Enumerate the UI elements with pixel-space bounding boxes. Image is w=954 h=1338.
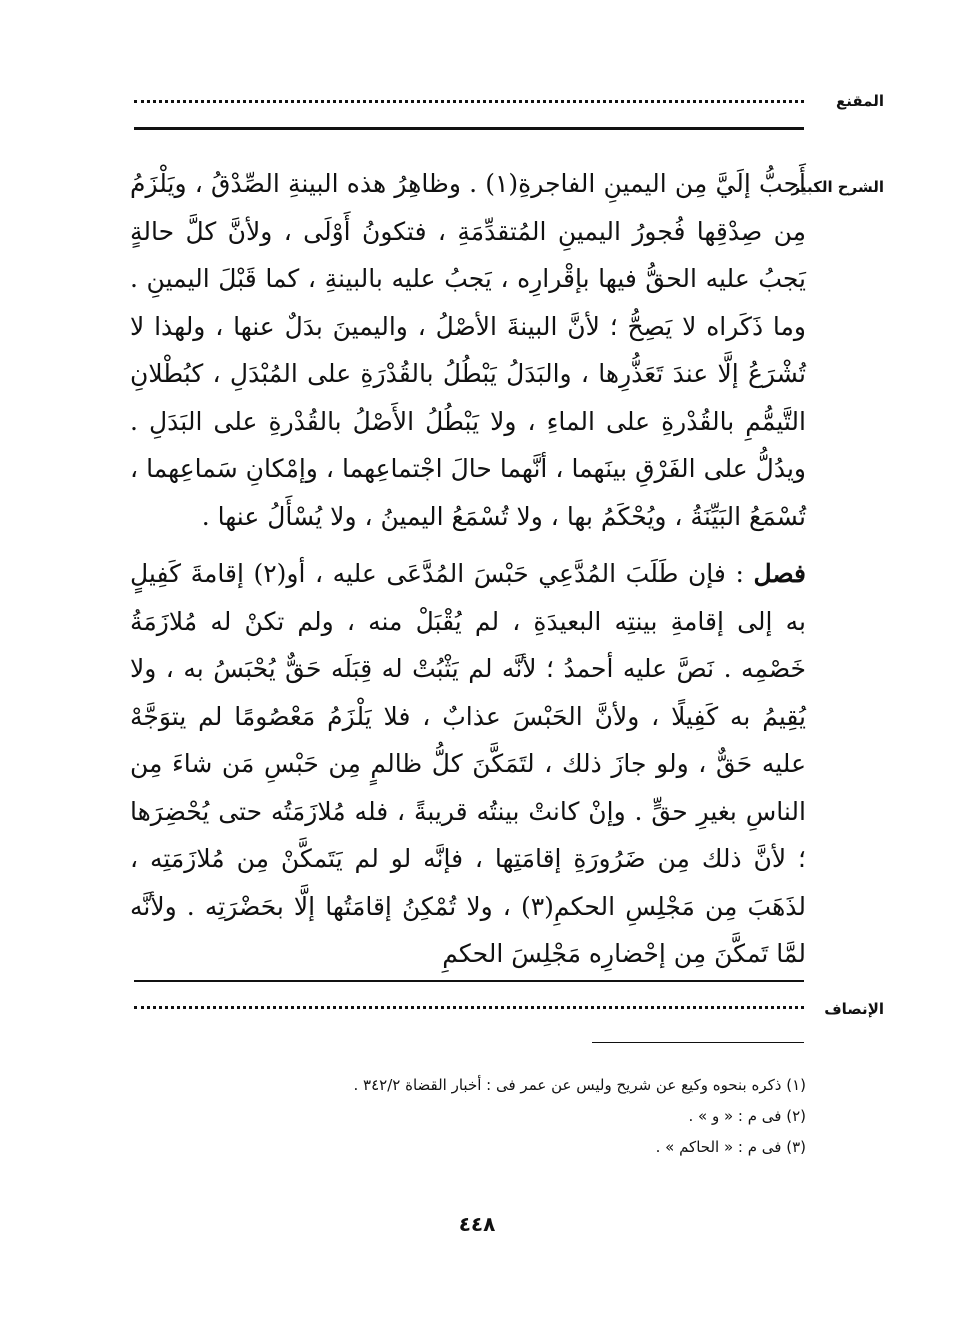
section-rule xyxy=(134,980,804,982)
margin-label-sharh: الشرح الكبير xyxy=(791,178,884,196)
page-number: ٤٤٨ xyxy=(458,1212,496,1236)
paragraph-2-text: : فإن طَلَبَ المُدَّعِي حَبْسَ المُدَّعَى عليه ، أو(٢) إقامةَ كَفِيلٍ به إلى إقامةِ بينتِه البعيدَةِ ، لم يُقْبَلْ منه ، ولم تكنْ له مُلازَمَةُ خَصْمِه . نَصَّ عليه أحمدُ ؛ لأنَّه لم يَثْبُتْ له قِبَلَه حَقٌّ يُحْبَسُ به ، ولا يُقِيمُ به كَفِيلًا ، ولأنَّ الحَبْسَ عذابٌ ، فلا يَلْزَمُ مَعْصُومًا لم يتوَجَّهْ عليه حَقٌّ ، ولو جازَ ذلك ، لتَمَكَّنَ كلُّ ظالمٍ مِن حَبْسِ مَن شاءَ مِن الناسِ بغيرِ حقٍّ . وإنْ كانتْ بينتُه قريبةً ، فله مُلازَمَتُه حتى يُحْضِرَها ؛ لأنَّ ذلك مِن ضَرُورَةِ إقامَتِها ، فإنَّه لو لم يَتَمكَّنْ مِن مُلازَمَتِه ، لذَهَبَ مِن مَجْلِسِ الحكمِ(٣) ، ولا تُمْكِنُ إقامَتُها إلَّا بحَضْرَتِه . ولأنَّه لمَّا تَمكَّنَ مِن إحْضارِه مَجْلِسَ الحكمِ xyxy=(130,559,807,968)
main-text xyxy=(130,160,806,978)
header-dotted-line xyxy=(134,100,804,103)
footnote-2: (٢) فى م : « و » . xyxy=(688,1107,806,1125)
paragraph-1: أَحبُّ إلَيَّ مِن اليمينِ الفاجرةِ(١) . وظاهِرُ هذه البينةِ الصِّدْقُ ، ويَلْزَمُ مِن صِدْقِها فُجورُ اليمينِ المُتقدِّمَةِ ، فتكونُ أَوْلَى ، ولأنَّ كلَّ حالةٍ يَجبُ عليه الحقُّ فيها بإقْرارِه ، يَجبُ عليه بالبينةِ ، كما قَبْلَ اليمينِ . وما ذَكَراه لا يَصِحُّ ؛ لأنَّ البينةَ الأصْلُ ، واليمينَ بدَلٌ عنها ، ولهذا لا تُشْرَعُ إلَّا عندَ تَعَذُّرِها ، والبَدَلُ يَبْطُلُ بالقُدْرَةِ على المُبْدَلِ ، كبُطْلانِ التَّيمُّمِ بالقُدْرةِ على الماءِ ، ولا يَبْطُلُ الأَصْلُ بالقُدْرةِ على البَدَلِ . ويدُلُّ على الفَرْقِ بينَهما ، أنَّهما حالَ اجْتماعِهما ، وإمْكانِ سَماعِهما ، تُسْمَعُ البَيِّنَةُ ، ويُحْكَمُ بها ، ولا تُسْمَعُ اليمينُ ، ولا يُسْأَلُ عنها . xyxy=(130,169,806,531)
header-rule xyxy=(134,127,804,130)
footnotes xyxy=(246,1070,806,1163)
footnote-3: (٣) فى م : « الحاكم » . xyxy=(655,1138,806,1156)
paragraph-2 xyxy=(130,550,806,978)
insaf-dotted-line xyxy=(134,1006,804,1009)
running-title: المقنع xyxy=(836,92,884,110)
footnote-separator xyxy=(592,1042,804,1043)
fasl-heading: فصل xyxy=(753,559,807,588)
margin-label-insaf: الإنصاف xyxy=(824,1000,884,1018)
footnote-1: (١) ذكره بنحوه وكيع عن شريح وليس عن عمر فى : أخبار القضاة ٣٤٢/٢ . xyxy=(353,1076,806,1094)
